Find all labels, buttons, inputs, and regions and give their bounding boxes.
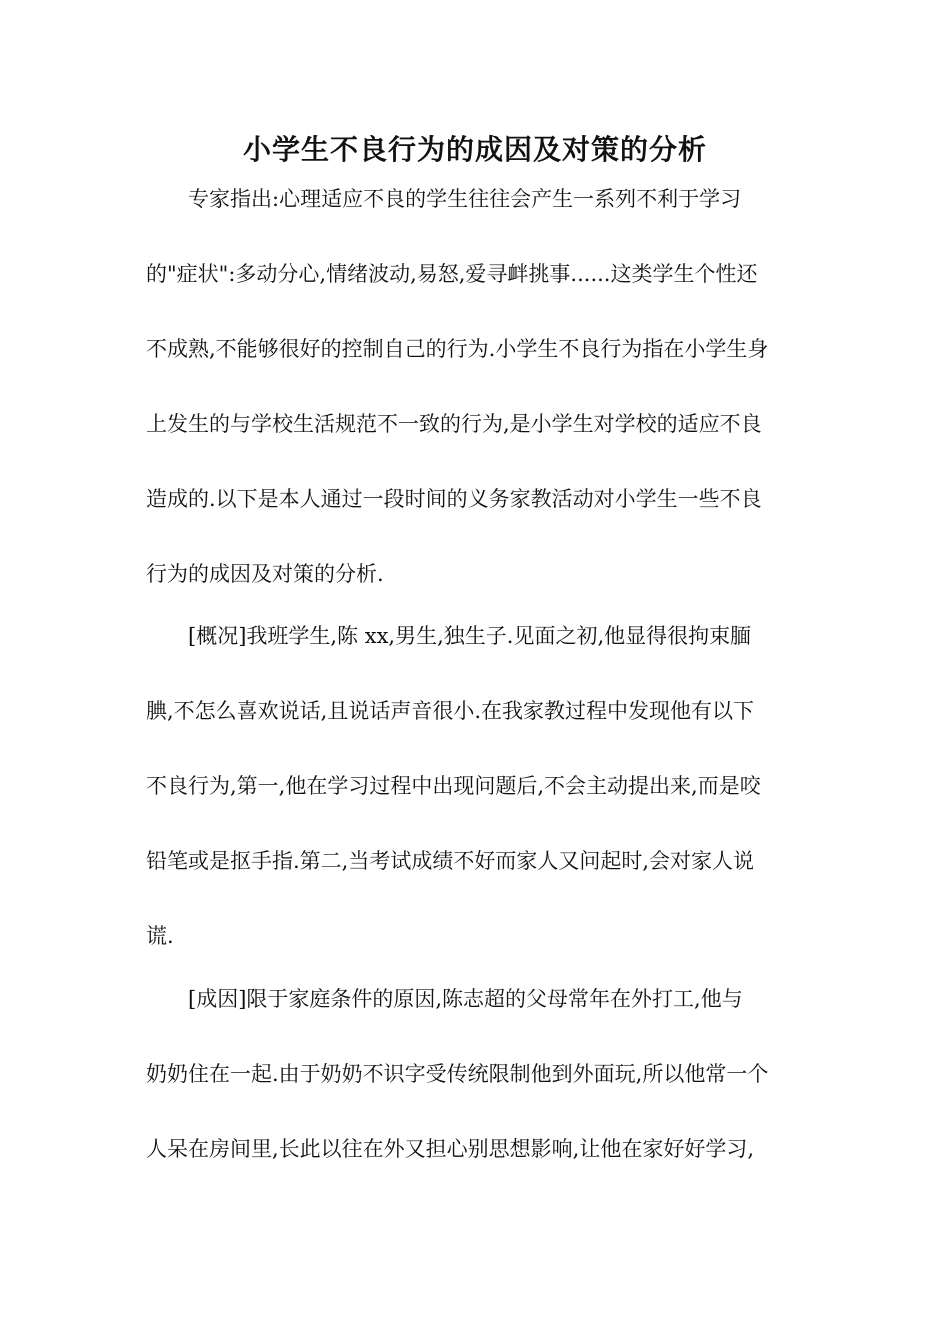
paragraph-line: 专家指出:心理适应不良的学生往往会产生一系列不利于学习 (188, 187, 742, 211)
paragraph-line: 不成熟,不能够很好的控制自己的行为.小学生不良行为指在小学生身 (146, 337, 769, 361)
paragraph-line: 不良行为,第一,他在学习过程中出现问题后,不会主动提出来,而是咬 (146, 774, 761, 798)
paragraph-line: 行为的成因及对策的分析. (146, 562, 384, 586)
paragraph-line: 上发生的与学校生活规范不一致的行为,是小学生对学校的适应不良 (146, 412, 762, 436)
paragraph-line: 造成的.以下是本人通过一段时间的义务家教活动对小学生一些不良 (146, 487, 762, 511)
paragraph-line: 人呆在房间里,长此以往在外又担心别思想影响,让他在家好好学习, (146, 1137, 755, 1161)
paragraph-line: 铅笔或是抠手指.第二,当考试成绩不好而家人又问起时,会对家人说 (146, 849, 755, 873)
paragraph-line: [概况]我班学生,陈 xx,男生,独生子.见面之初,他显得很拘束腼 (188, 624, 752, 648)
paragraph-line: 的"症状":多动分心,情绪波动,易怒,爱寻衅挑事......这类学生个性还 (146, 262, 758, 286)
paragraph-line: 谎. (146, 924, 174, 948)
paragraph-line: [成因]限于家庭条件的原因,陈志超的父母常年在外打工,他与 (188, 987, 743, 1011)
document-title: 小学生不良行为的成因及对策的分析 (242, 133, 707, 166)
paragraph-line: 奶奶住在一起.由于奶奶不识字受传统限制他到外面玩,所以他常一个 (146, 1062, 769, 1086)
paragraph-line: 腆,不怎么喜欢说话,且说话声音很小.在我家教过程中发现他有以下 (146, 699, 755, 723)
